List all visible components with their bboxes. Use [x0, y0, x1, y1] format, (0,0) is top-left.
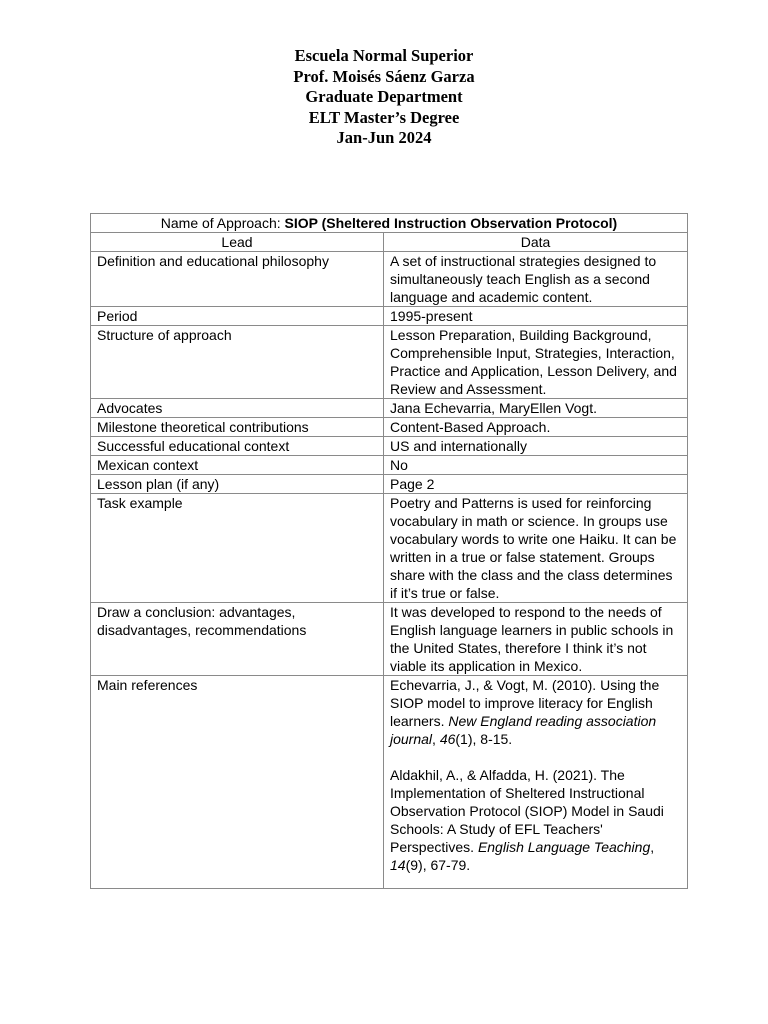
- row-data: Page 2: [384, 475, 688, 494]
- table-row: [91, 326, 688, 399]
- reference-journal: New England reading association journal: [390, 713, 657, 747]
- table-row: [91, 418, 688, 437]
- row-data: Poetry and Patterns is used for reinforcing vocabulary in math or science. In groups use vocabulary words to write one Haiku. It can be written in a true or false statement. Groups share with the class and the class determines if it’s true or false.: [384, 494, 688, 603]
- row-data: It was developed to respond to the needs of English language learners in public schools in the United States, therefore I think it’s not viable its application in Mexico.: [384, 603, 688, 676]
- department: Graduate Department: [305, 87, 463, 106]
- reference-pages: (9), 67-79.: [405, 857, 471, 873]
- title-prefix: Name of Approach:: [160, 215, 285, 231]
- column-header-lead: Lead: [91, 233, 384, 252]
- table-row: [91, 456, 688, 475]
- row-data: A set of instructional strategies designed to simultaneously teach English as a second language and academic content.: [384, 252, 688, 307]
- term: Jan-Jun 2024: [336, 128, 432, 147]
- row-data: 1995-present: [384, 307, 688, 326]
- row-lead: Definition and educational philosophy: [91, 252, 384, 307]
- row-data: Lesson Preparation, Building Background, Comprehensible Input, Strategies, Interaction, Practice and Application, Lesson Delivery, and Review and Assessment.: [384, 326, 688, 399]
- row-lead: Task example: [91, 494, 384, 603]
- table-row: [91, 475, 688, 494]
- row-lead: Mexican context: [91, 456, 384, 475]
- reference-text: Echevarria, J., & Vogt, M. (2010). Using the SIOP model to improve literacy for English learners.: [390, 677, 660, 729]
- table-row: [91, 603, 688, 676]
- row-lead: Milestone theoretical contributions: [91, 418, 384, 437]
- reference-volume: 46: [439, 731, 456, 747]
- row-data: No: [384, 456, 688, 475]
- reference-2: [390, 766, 681, 874]
- approach-name: SIOP (Sheltered Instruction Observation Protocol): [284, 215, 618, 231]
- table-row: [91, 437, 688, 456]
- table-row: [91, 494, 688, 603]
- row-lead: Period: [91, 307, 384, 326]
- row-data: Jana Echevarria, MaryEllen Vogt.: [384, 399, 688, 418]
- reference-journal: English Language Teaching: [477, 839, 651, 855]
- row-lead: Structure of approach: [91, 326, 384, 399]
- reference-pages: (1), 8-15.: [455, 731, 513, 747]
- document-header: [0, 46, 768, 149]
- row-data: Content-Based Approach.: [384, 418, 688, 437]
- approach-table: [90, 213, 688, 889]
- table-row: [91, 307, 688, 326]
- program: ELT Master’s Degree: [308, 107, 460, 127]
- table-row: [91, 252, 688, 307]
- table-title-row: [91, 214, 688, 233]
- row-lead: Lesson plan (if any): [91, 475, 384, 494]
- references-row: [91, 676, 688, 889]
- reference-spacer: [390, 748, 681, 766]
- reference-volume: 14: [390, 857, 406, 873]
- table-title: [91, 214, 688, 233]
- references-cell: [384, 676, 688, 889]
- column-header-data: Data: [384, 233, 688, 252]
- reference-1: [390, 676, 681, 748]
- table-header-row: [91, 233, 688, 252]
- reference-separator: ,: [432, 731, 440, 747]
- row-data: US and internationally: [384, 437, 688, 456]
- reference-text: Aldakhil, A., & Alfadda, H. (2021). The Implementation of Sheltered Instructional Observation Protocol (SIOP) Model in Saudi Schools: A Study of EFL Teachers' Perspectives.: [390, 767, 664, 855]
- reference-separator: ,: [650, 839, 655, 855]
- row-lead: Draw a conclusion: advantages, disadvantages, recommendations: [91, 603, 384, 676]
- school-name: Escuela Normal Superior: [294, 46, 474, 65]
- school-subtitle: Prof. Moisés Sáenz Garza: [293, 66, 475, 86]
- row-lead: Advocates: [91, 399, 384, 418]
- row-lead: Successful educational context: [91, 437, 384, 456]
- row-lead: Main references: [91, 676, 384, 889]
- table-row: [91, 399, 688, 418]
